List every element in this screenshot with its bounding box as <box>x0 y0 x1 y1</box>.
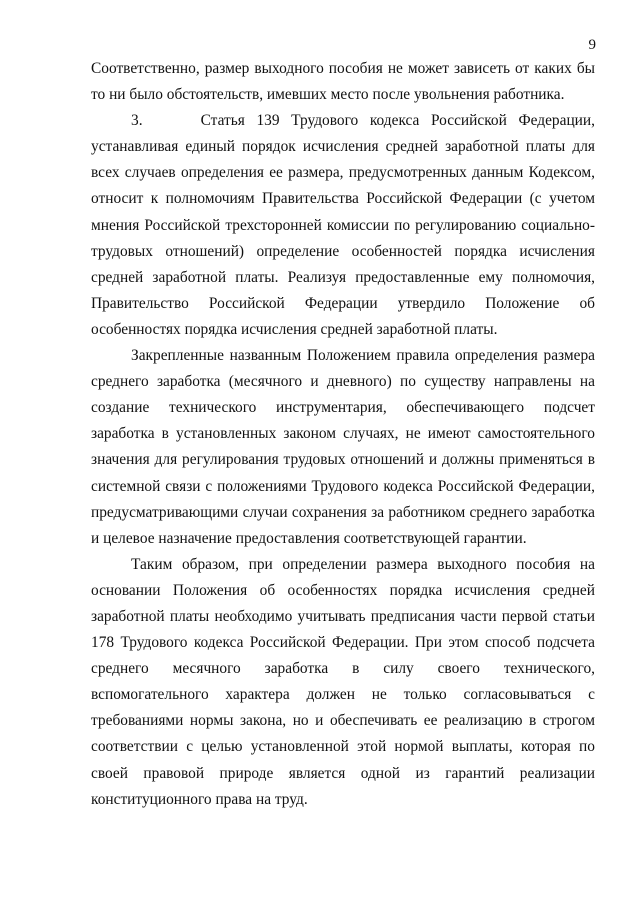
paragraph-continuation: Соответственно, размер выходного пособия не может зависеть от каких бы то ни было обстоятельств, имевших место после увольнения работника. <box>91 60 595 104</box>
paragraph-conclusion: Таким образом, при определении размера выходного пособия на основании Положения об особенностях порядка исчисления средней заработной платы необходимо учитывать предписания части первой статьи 178 Трудового кодекса Российской Федерации. При этом способ подсчета среднего месячного заработка в силу своего технического, вспомогательного характера должен не только согласовываться с требованиями нормы закона, но и обеспечивать ее реализацию в строгом соответствии с целью установленной этой нормой выплаты, которая по своей правовой природе является одной из гарантий реализации конституционного права на труд. <box>91 555 595 808</box>
paragraph-average-earnings-rules: Закрепленные названным Положением правила определения размера среднего заработка (месячного и дневного) по существу направлены на создание технического инструментария, обеспечивающего подсчет заработка в установленных законом случаях, не имеют самостоятельного значения для регулирования трудовых отношений и должны применяться в системной связи с положениями Трудового кодекса Российской Федерации, предусматривающими случаи сохранения за работником среднего заработка и целевое назначение предоставления соответствующей гарантии. <box>91 347 595 547</box>
paragraph-article-139: 3. Статья 139 Трудового кодекса Российской Федерации, устанавливая единый порядок исчисления средней заработной платы для всех случаев определения ее размера, предусмотренных данным Кодексом, относит к полномочиям Правительства Российской Федерации (с учетом мнения Российской трехсторонней комиссии по регулированию социально-трудовых отношений) определение особенностей порядка исчисления средней заработной платы. Реализуя предоставленные ему полномочия, Правительство Российской Федерации утвердило Положение об особенностях порядка исчисления средней заработной платы. <box>91 112 595 338</box>
page-number: 9 <box>588 37 596 53</box>
document-body <box>91 56 595 813</box>
